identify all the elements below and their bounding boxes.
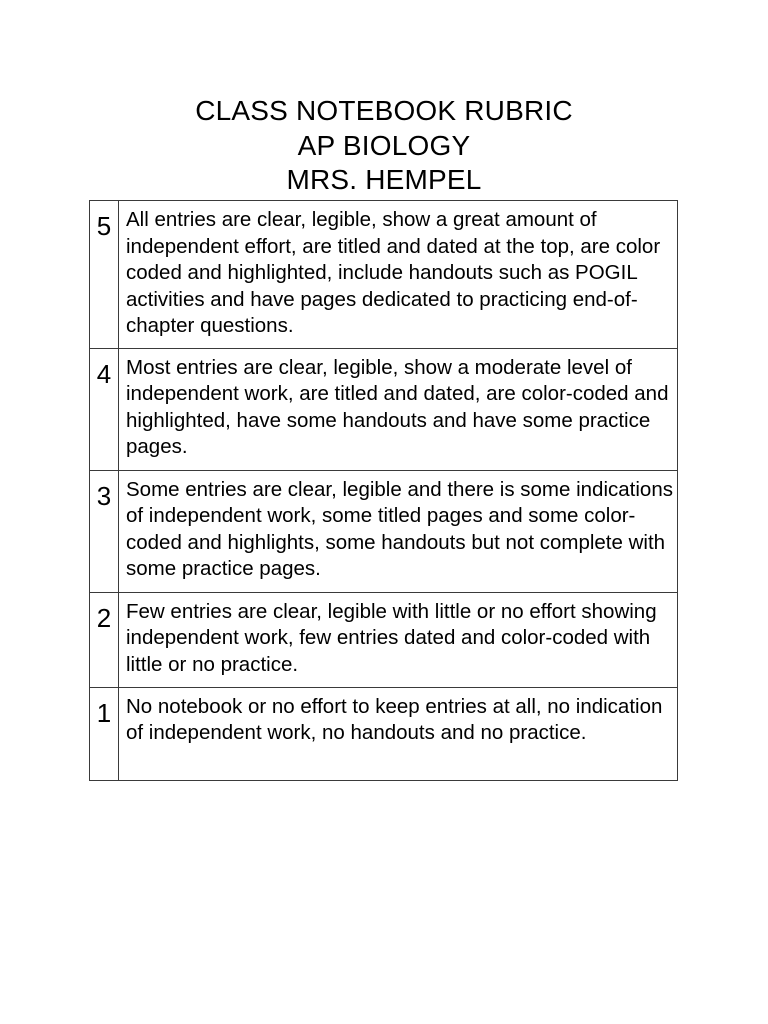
- description-cell: Few entries are clear, legible with little or no effort showing independent work, few entries dated and color-coded with little or no practice.: [119, 592, 678, 687]
- title-line-3: MRS. HEMPEL: [286, 164, 482, 195]
- rubric-table: [89, 200, 678, 781]
- description-cell: Most entries are clear, legible, show a moderate level of independent work, are titled and dated, are color-coded and highlighted, have some handouts and have some practice pages.: [119, 348, 678, 470]
- score-cell: 1: [90, 687, 119, 780]
- rubric-row-1: [90, 687, 678, 780]
- description-cell: Some entries are clear, legible and there is some indications of independent work, some titled pages and some color-coded and highlights, some handouts but not complete with some practice pages.: [119, 470, 678, 592]
- description-cell: No notebook or no effort to keep entries at all, no indication of independent work, no handouts and no practice.: [119, 687, 678, 780]
- document-title: [0, 94, 768, 198]
- score-cell: 4: [90, 348, 119, 470]
- description-cell: All entries are clear, legible, show a great amount of independent effort, are titled and dated at the top, are color coded and highlighted, include handouts such as POGIL activities and have pages dedicated to practicing end-of-chapter questions.: [119, 201, 678, 349]
- score-cell: 2: [90, 592, 119, 687]
- score-cell: 5: [90, 201, 119, 349]
- title-line-1: CLASS NOTEBOOK RUBRIC: [195, 95, 573, 126]
- rubric-row-2: [90, 592, 678, 687]
- rubric-row-3: [90, 470, 678, 592]
- rubric-row-4: [90, 348, 678, 470]
- title-line-2: AP BIOLOGY: [297, 129, 471, 161]
- score-cell: 3: [90, 470, 119, 592]
- rubric-row-5: [90, 201, 678, 349]
